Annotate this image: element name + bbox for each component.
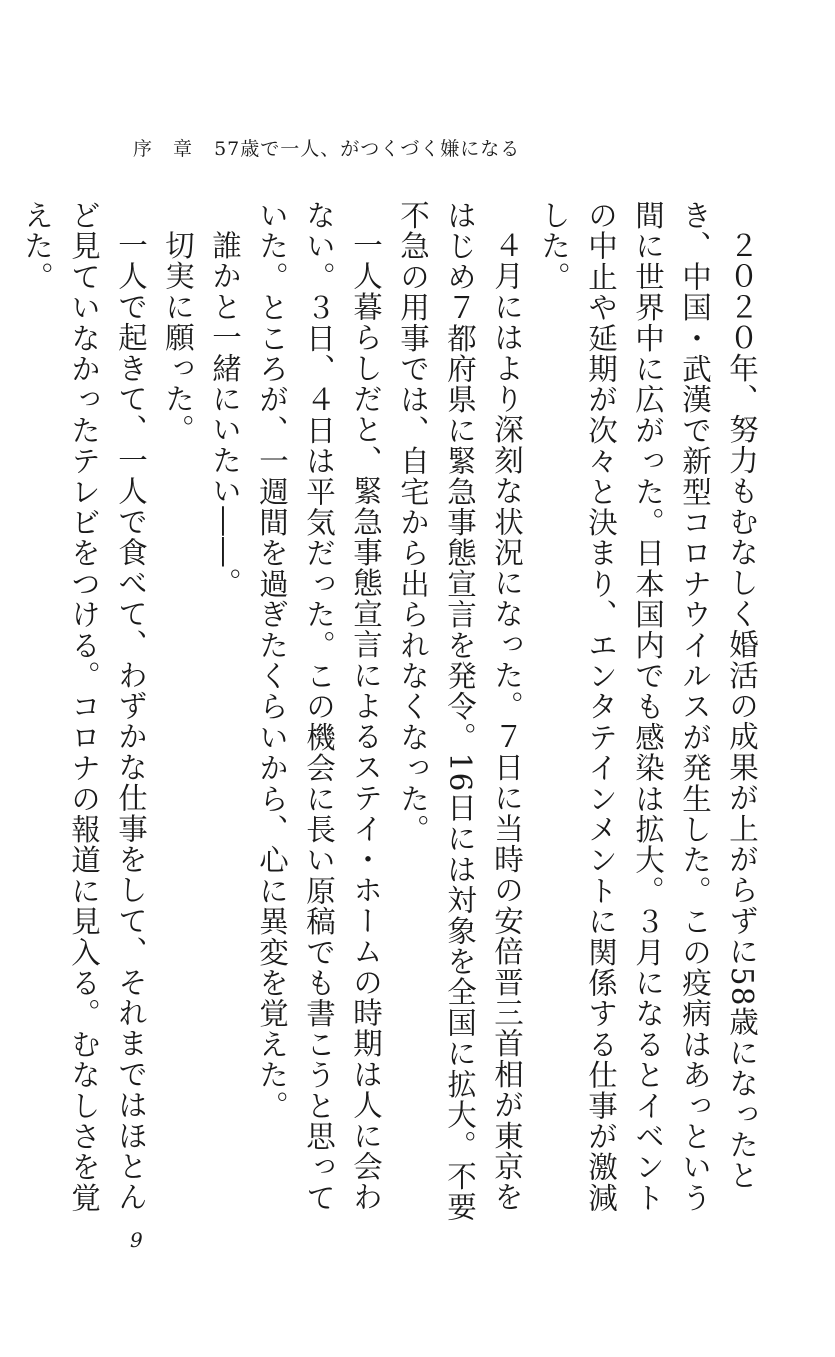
body-text (13, 200, 765, 1240)
paragraph-2: ４月にはより深刻な状況になった。７日に当時の安倍晋三首相が東京をはじめ７都府県に緊急事態宣言を発令。16日には対象を全国に拡大。不要不急の用事では、自宅から出られなくなった。 (396, 200, 524, 1223)
chapter-title: 57歳で一人、がつくづく嫌になる (214, 138, 521, 160)
paragraph-5: 切実に願った。 (161, 229, 195, 445)
paragraph-6: 一人で起きて、一人で食べて、わずかな仕事をして、それまではほとんど見ていなかったテレビをつける。コロナの報道に見入る。むなしさを覚えた。 (20, 200, 148, 1214)
chapter-label: 序 章 (133, 138, 194, 160)
paragraph-4: 誰かと一緒にいたい――。 (208, 229, 242, 598)
page-number: 9 (130, 1228, 143, 1252)
running-header (133, 134, 520, 161)
paragraph-3: 一人暮らしだと、緊急事態宣言によるステイ・ホームの時期は人に会わない。３日、４日は平気だった。この機会に長い原稿でも書こうと思っていた。ところが、一週間を過ぎたくらいから、心に異変を覚えた。 (255, 200, 383, 1214)
paragraph-1: ２０２０年、努力もむなしく婚活の成果が上がらずに58歳になったとき、中国・武漢で新型コロナウイルスが発生した。この疫病はあっという間に世界中に広がった。日本国内でも感染は拡大。３月になるとイベントの中止や延期が次々と決まり、エンタテインメントに関係する仕事が激減した。 (537, 200, 759, 1214)
